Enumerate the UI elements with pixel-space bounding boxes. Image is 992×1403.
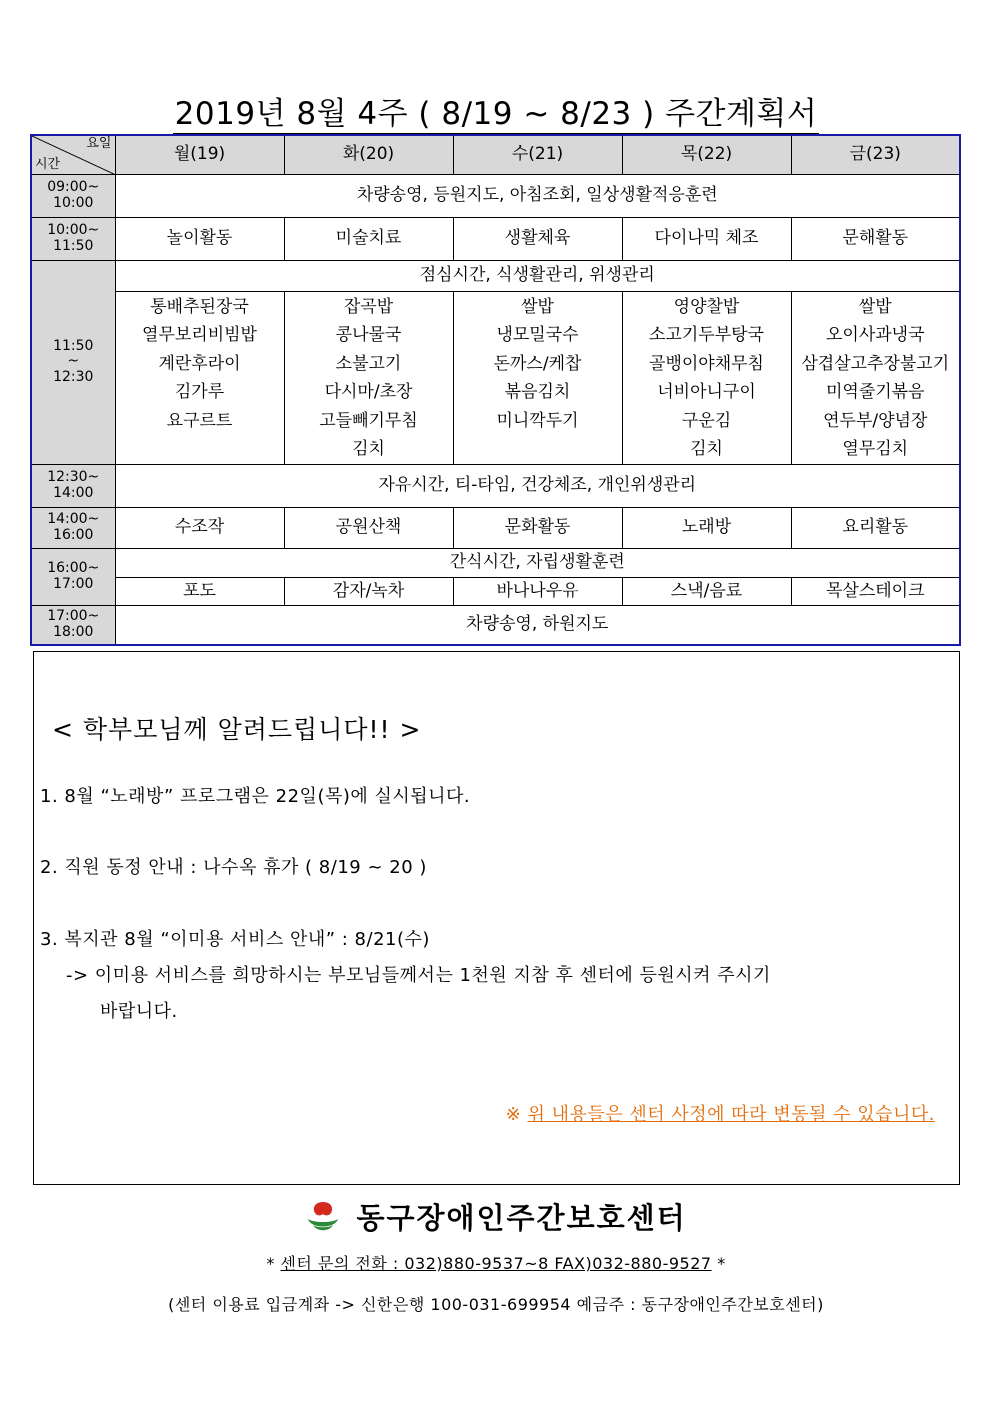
free-time-cell: 자유시간, 티-타임, 건강체조, 개인위생관리 xyxy=(115,464,960,507)
contact-phone-fax: 센터 문의 전화 : 032)880-9537~8 FAX)032-880-9527 xyxy=(280,1254,712,1273)
row-snacks xyxy=(31,577,960,605)
menu-cell-tue: 잡곡밥 콩나물국 소불고기 다시마/초장 고들빼기무침 김치 xyxy=(284,291,453,464)
time-cell: 12:30~ 14:00 xyxy=(31,464,115,507)
note-text: 위 내용들은 센터 사정에 따라 변동될 수 있습니다. xyxy=(527,1104,935,1125)
snack-cell: 포도 xyxy=(115,577,284,605)
notice-title: < 학부모님께 알려드립니다!! > xyxy=(52,715,422,744)
menu-cell-mon: 통배추된장국 열무보리비빔밥 계란후라이 김가루 요구르트 xyxy=(115,291,284,464)
contact-prefix: * xyxy=(266,1254,275,1273)
day-header-mon: 월(19) xyxy=(115,135,284,174)
change-notice xyxy=(506,1100,935,1126)
account-line: (센터 이용료 입금계좌 -> 신한은행 100-031-699954 예금주 : 동구장애인주간보호센터) xyxy=(168,1295,824,1314)
notice-item-1: 1. 8월 “노래방” 프로그램은 22일(목)에 실시됩니다. xyxy=(40,786,471,807)
activity-cell: 미술치료 xyxy=(284,217,453,260)
time-cell: 16:00~ 17:00 xyxy=(31,548,115,605)
contact-suffix: * xyxy=(717,1254,726,1273)
row-lunch-title xyxy=(31,260,960,291)
corner-time-label: 시간 xyxy=(35,157,61,173)
day-header-tue: 화(20) xyxy=(284,135,453,174)
activity-cell: 문화활동 xyxy=(453,507,622,548)
activity-cell: 요리활동 xyxy=(791,507,960,548)
activity-cell: 문해활동 xyxy=(791,217,960,260)
activity-cell: 수조작 xyxy=(115,507,284,548)
snack-cell: 바나나우유 xyxy=(453,577,622,605)
org-logo-row xyxy=(0,1196,992,1237)
menu-cell-wed: 쌀밥 냉모밀국수 돈까스/케찹 볶음김치 미니깍두기 xyxy=(453,291,622,464)
row-1700 xyxy=(31,605,960,645)
activity-cell: 놀이활동 xyxy=(115,217,284,260)
org-logo-icon xyxy=(305,1199,341,1235)
time-cell: 09:00~ 10:00 xyxy=(31,174,115,217)
time-cell: 11:50 ~ 12:30 xyxy=(31,260,115,464)
menu-cell-thu: 영양찰밥 소고기두부탕국 골뱅이야채무침 너비아니구이 구운김 김치 xyxy=(622,291,791,464)
row-0900 xyxy=(31,174,960,217)
menu-cell-fri: 쌀밥 오이사과냉국 삼겹살고추장불고기 미역줄기볶음 연두부/양념장 열무김치 xyxy=(791,291,960,464)
activity-cell: 생활체육 xyxy=(453,217,622,260)
page-title: 2019년 8월 4주 ( 8/19 ~ 8/23 ) 주간계획서 xyxy=(0,88,992,133)
activity-cell: 노래방 xyxy=(622,507,791,548)
row-1000 xyxy=(31,217,960,260)
row-snack-title xyxy=(31,548,960,577)
row-1230 xyxy=(31,464,960,507)
activity-cell: 다이나믹 체조 xyxy=(622,217,791,260)
notice-item-3: 3. 복지관 8월 “이미용 서비스 안내” : 8/21(수) xyxy=(40,929,430,950)
note-mark: ※ xyxy=(505,1104,522,1125)
time-cell: 17:00~ 18:00 xyxy=(31,605,115,645)
row-lunch-menu xyxy=(31,291,960,464)
activity-cell: 공원산책 xyxy=(284,507,453,548)
notice-item-2: 2. 직원 동정 안내 : 나수옥 휴가 ( 8/19 ~ 20 ) xyxy=(40,857,427,878)
snack-title-cell: 간식시간, 자립생활훈련 xyxy=(115,548,960,577)
day-header-fri: 금(23) xyxy=(791,135,960,174)
header-row xyxy=(31,135,960,174)
corner-day-label: 요일 xyxy=(86,136,112,151)
contact-line xyxy=(0,1251,992,1274)
notice-item-3-detail: -> 이미용 서비스를 희망하시는 부모님들께서는 1천원 지참 후 센터에 등원시켜 주시기 xyxy=(66,965,771,986)
snack-cell: 감자/녹차 xyxy=(284,577,453,605)
day-header-thu: 목(22) xyxy=(622,135,791,174)
snack-cell: 목살스테이크 xyxy=(791,577,960,605)
morning-cell: 차량송영, 등원지도, 아침조회, 일상생활적응훈련 xyxy=(115,174,960,217)
weekly-schedule-table xyxy=(30,134,961,646)
lunch-title-cell: 점심시간, 식생활관리, 위생관리 xyxy=(115,260,960,291)
time-cell: 14:00~ 16:00 xyxy=(31,507,115,548)
corner-cell xyxy=(31,135,115,174)
row-1400 xyxy=(31,507,960,548)
notice-item-3-detail-cont: 바랍니다. xyxy=(100,1001,178,1022)
org-name: 동구장애인주간보호센터 xyxy=(356,1201,687,1235)
time-cell: 10:00~ 11:50 xyxy=(31,217,115,260)
day-header-wed: 수(21) xyxy=(453,135,622,174)
snack-cell: 스낵/음료 xyxy=(622,577,791,605)
departure-cell: 차량송영, 하원지도 xyxy=(115,605,960,645)
notice-box xyxy=(33,651,960,1185)
